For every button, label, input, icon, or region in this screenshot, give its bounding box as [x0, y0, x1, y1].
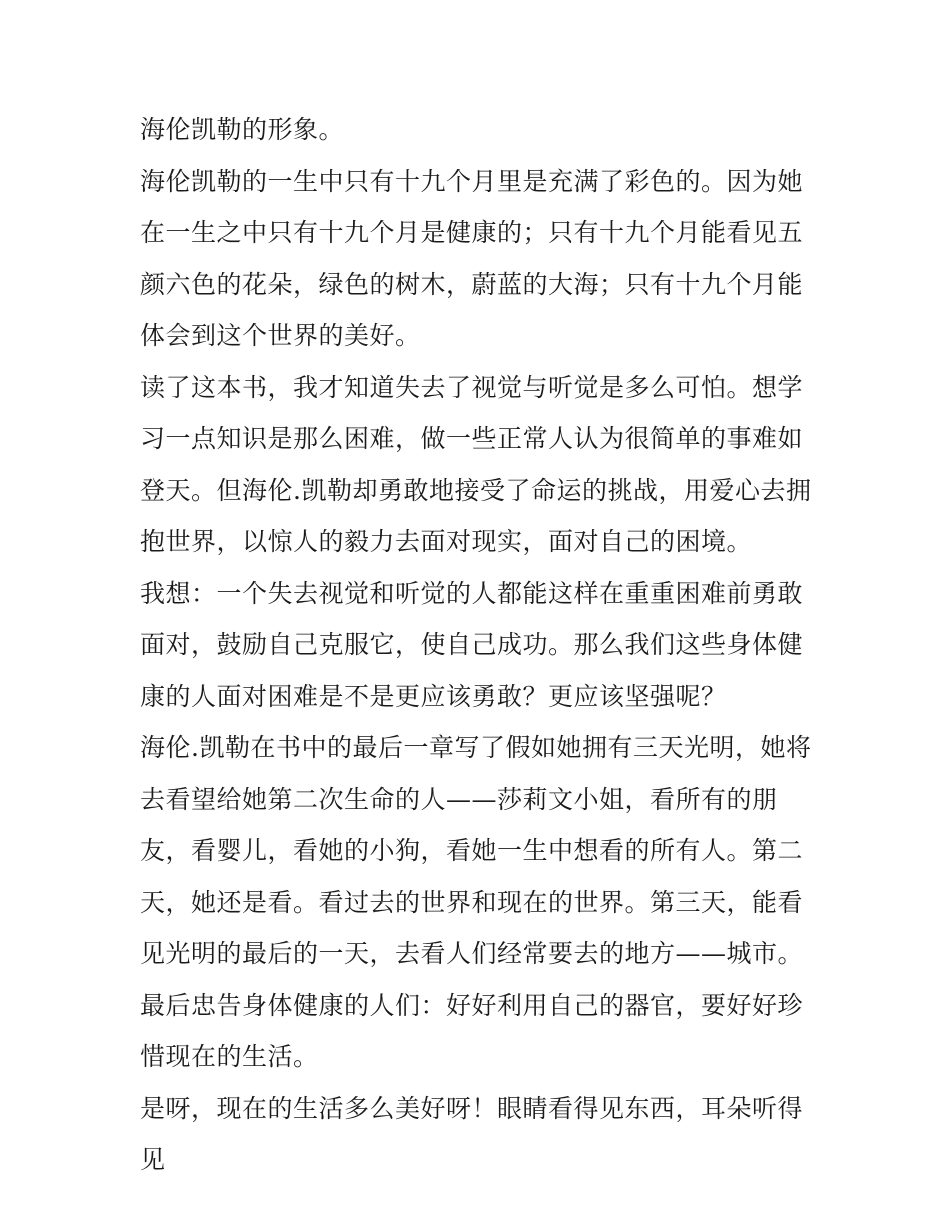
paragraph-4: 我想：一个失去视觉和听觉的人都能这样在重重困难前勇敢面对，鼓励自己克服它，使自己成功。那么我们这些身体健康的人面对困难是不是更应该勇敢？更应该坚强呢？ — [140, 578, 804, 711]
paragraph-1: 海伦凯勒的形象。 — [140, 115, 345, 144]
paragraph-6: 是呀，现在的生活多么美好呀！眼睛看得见东西，耳朵听得见 — [140, 1093, 804, 1174]
paragraph-5: 海伦.凯勒在书中的最后一章写了假如她拥有三天光明，她将去看望给她第二次生命的人——莎莉文小姐，看所有的朋友，看婴儿，看她的小狗，看她一生中想看的所有人。第二天，她还是看。看过去的世界和现在的世界。第三天，能看见光明的最后的一天，去看人们经常要去的地方——城市。最后忠告身体健康的人们：好好利用自己的器官，要好好珍惜现在的生活。 — [140, 733, 812, 1071]
document-body — [140, 104, 812, 1186]
paragraph-2: 海伦凯勒的一生中只有十九个月里是充满了彩色的。因为她在一生之中只有十九个月是健康的；只有十九个月能看见五颜六色的花朵，绿色的树木，蔚蓝的大海；只有十九个月能体会到这个世界的美好。 — [140, 166, 804, 350]
paragraph-3: 读了这本书，我才知道失去了视觉与听觉是多么可怕。想学习一点知识是那么困难，做一些正常人认为很简单的事难如登天。但海伦.凯勒却勇敢地接受了命运的挑战，用爱心去拥抱世界，以惊人的毅力去面对现实，面对自己的困境。 — [140, 372, 812, 556]
